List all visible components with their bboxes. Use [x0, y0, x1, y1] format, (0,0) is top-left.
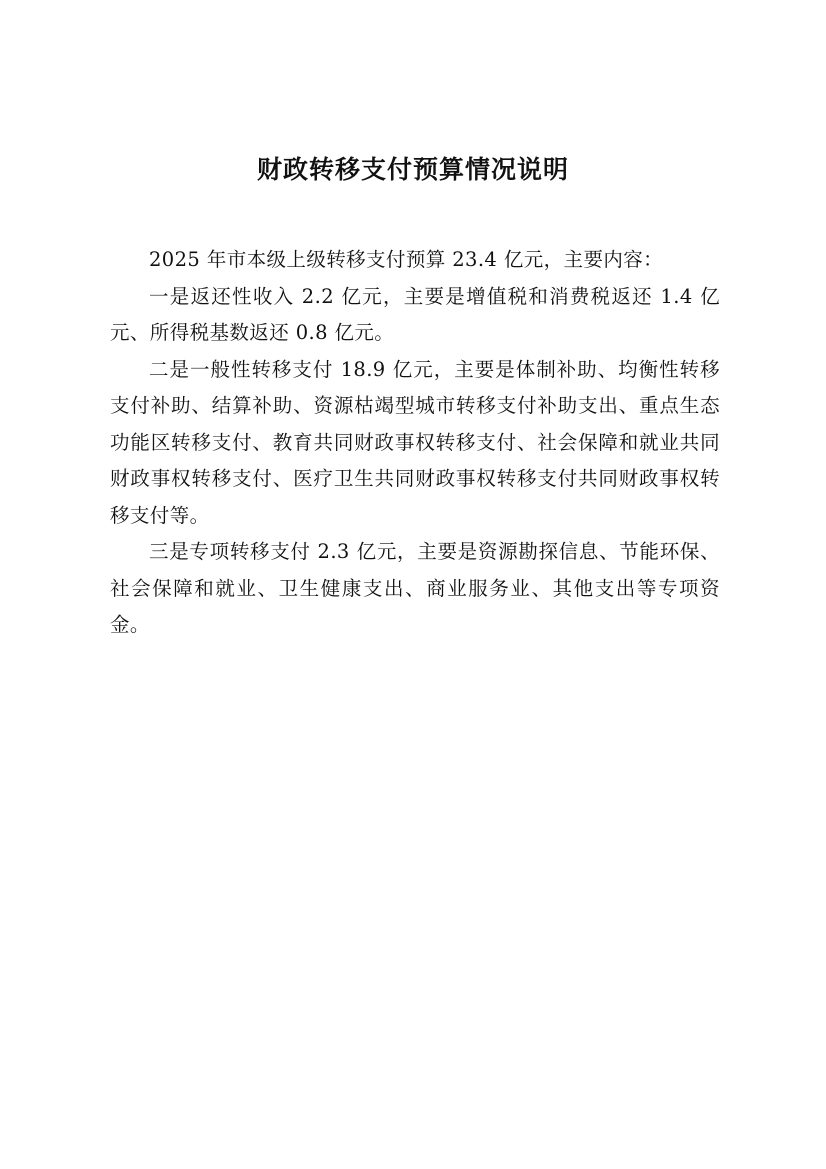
document-body [110, 242, 720, 644]
paragraph-special-transfer: 三是专项转移支付 2.3 亿元，主要是资源勘探信息、节能环保、社会保障和就业、卫生健康支出、商业服务业、其他支出等专项资金。 [110, 540, 720, 636]
document-title: 财政转移支付预算情况说明 [256, 155, 569, 184]
paragraph-general-transfer: 二是一般性转移支付 18.9 亿元，主要是体制补助、均衡性转移支付补助、结算补助、资源枯竭型城市转移支付补助支出、重点生态功能区转移支付、教育共同财政事权转移支付、社会保障和就业共同财政事权转移支付、医疗卫生共同财政事权转移支付共同财政事权转移支付等。 [110, 357, 720, 527]
paragraph-intro: 2025 年市本级上级转移支付预算 23.4 亿元，主要内容： [149, 248, 664, 271]
paragraph-returned-revenue: 一是返还性收入 2.2 亿元，主要是增值税和消费税返还 1.4 亿元、所得税基数返还 0.8 亿元。 [110, 284, 720, 344]
